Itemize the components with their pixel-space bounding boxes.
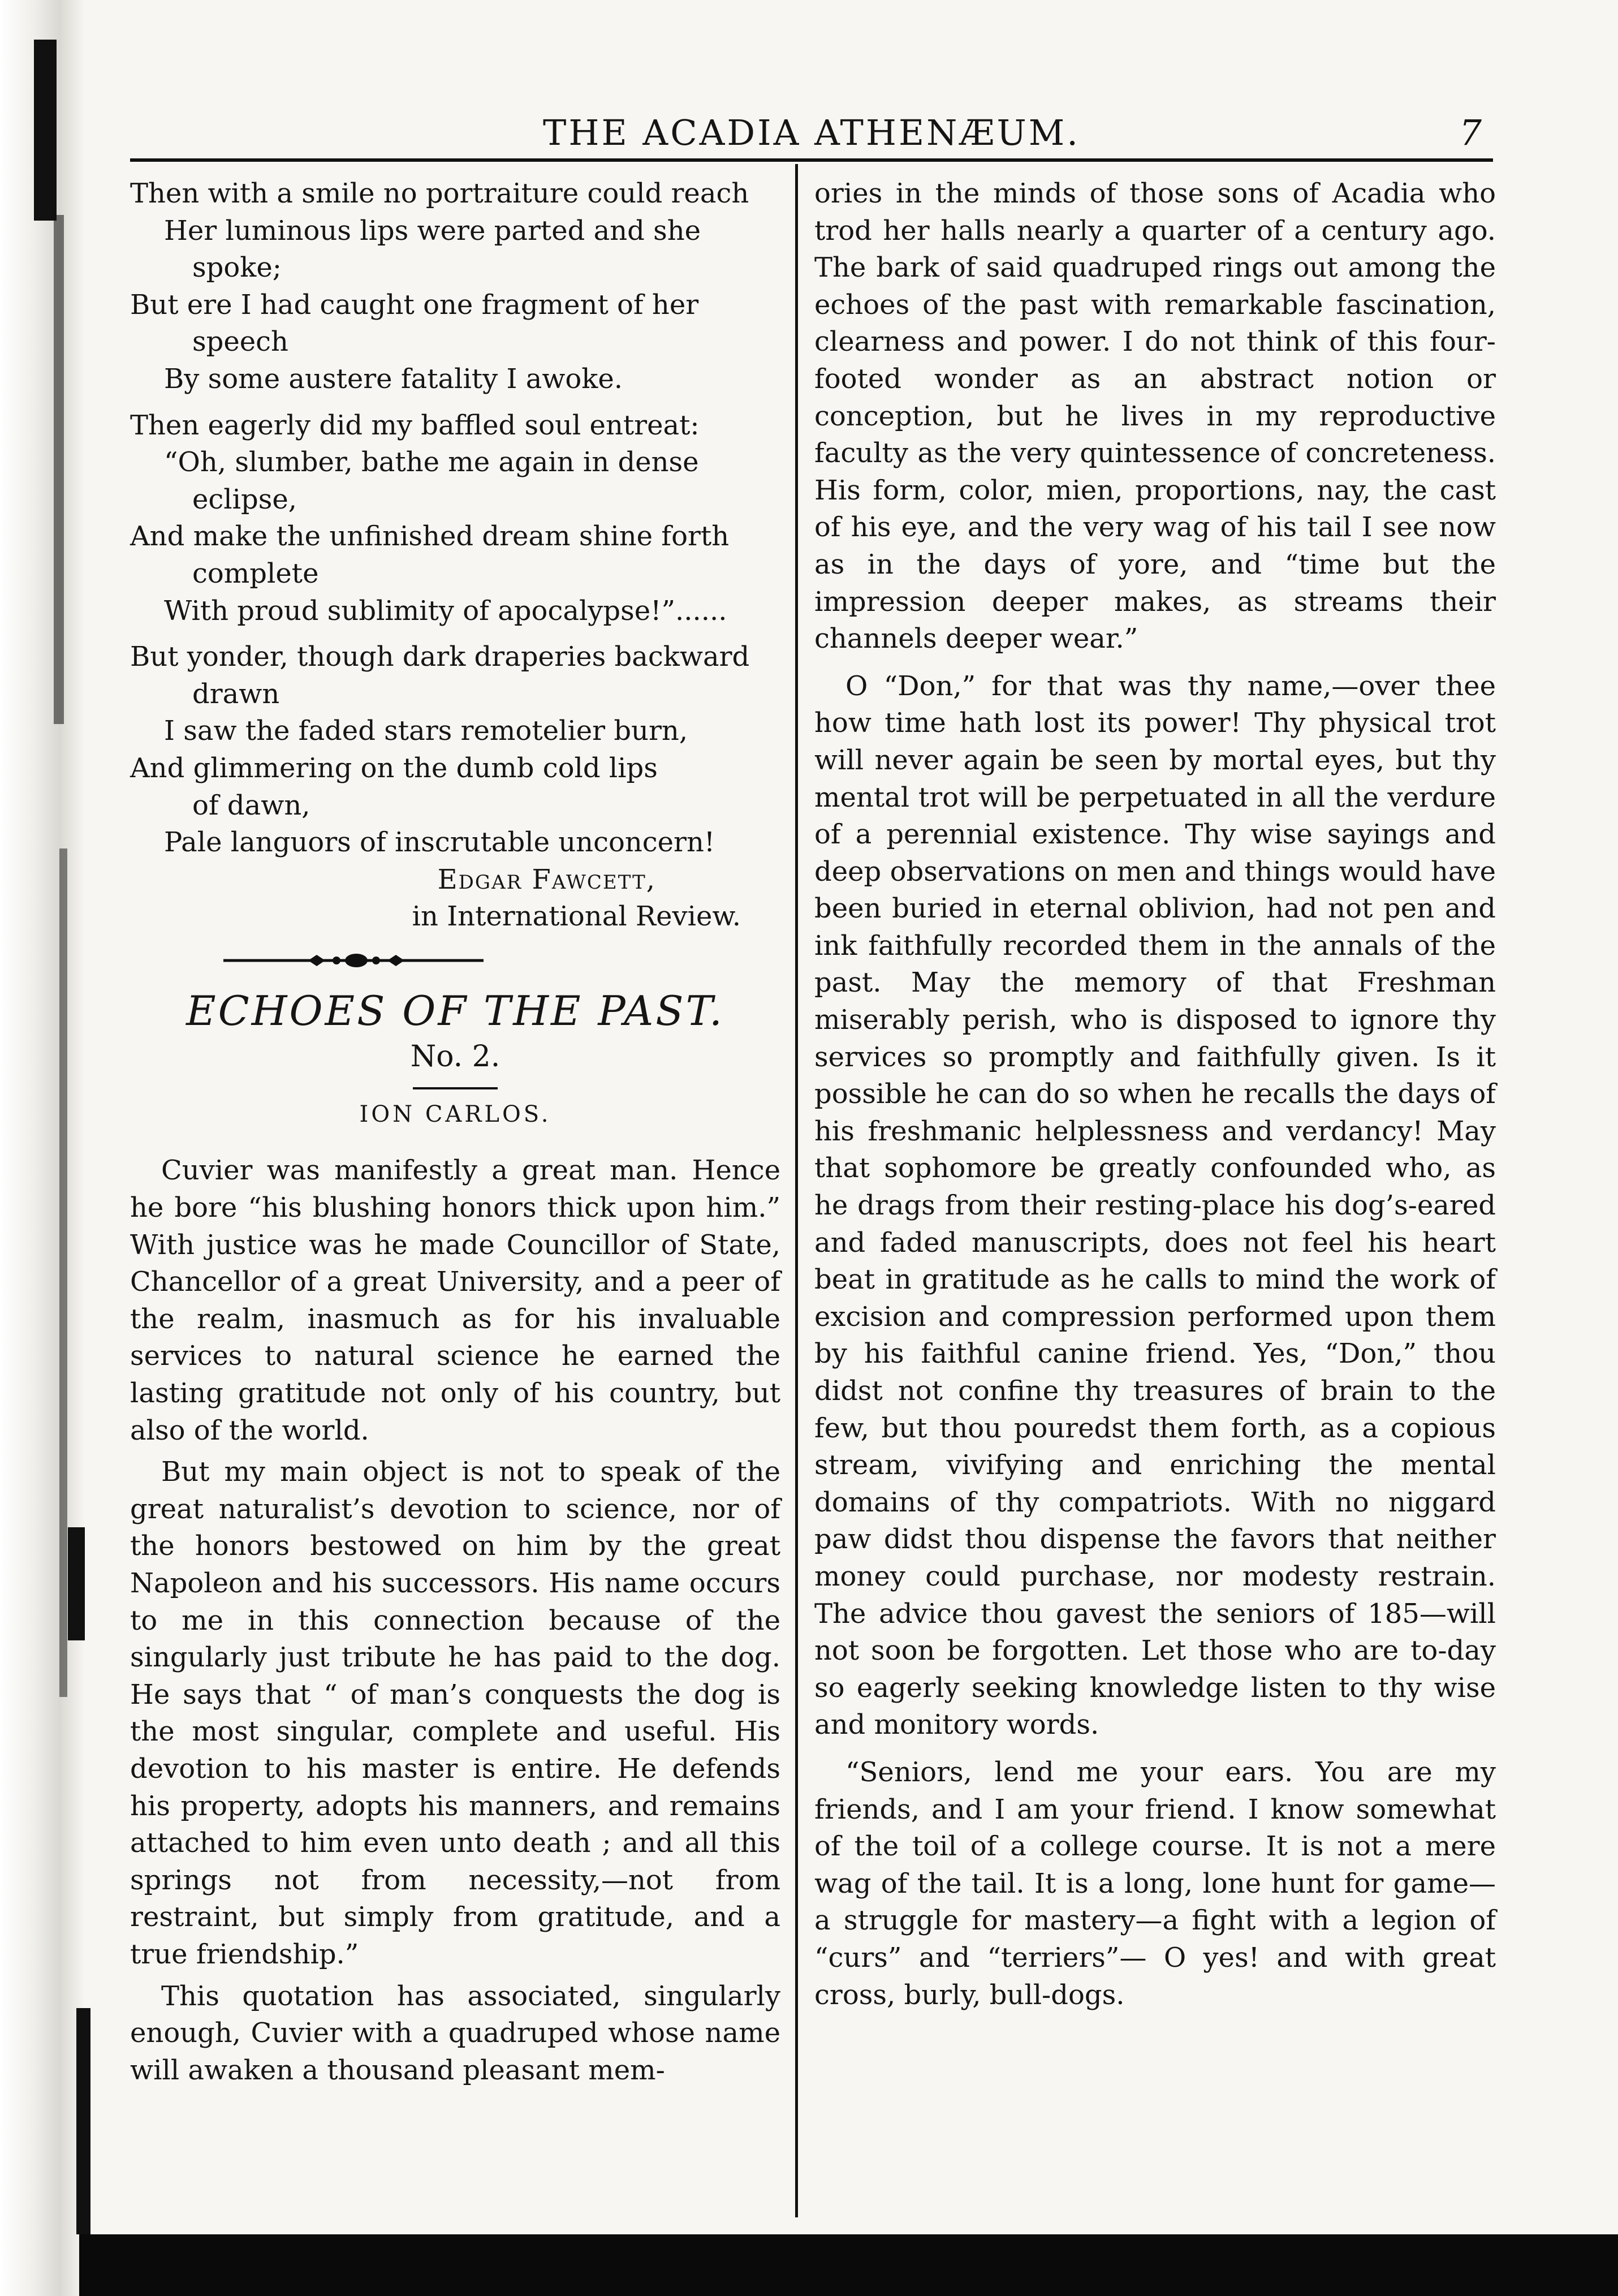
poem-line: complete: [192, 557, 319, 589]
scan-border-bottom: [79, 2234, 1618, 2296]
poem-line: drawn: [192, 678, 280, 710]
poem-source: in International Review.: [412, 901, 741, 933]
poem-line: I saw the faded stars remotelier burn,: [164, 715, 688, 747]
page-binding-shadow: [0, 0, 85, 2296]
poem-attribution: [130, 861, 780, 936]
binding-mark: [34, 40, 57, 221]
page-number: 7: [1459, 112, 1482, 153]
article-paragraph: Cuvier was manifestly a great man. Hence he bore “his blushing honors thick upon him.” With justice was he made Councillor of State, Chancellor of a great University, and a peer of the realm, inasmuch as for his invaluable services to natural science he earned the lasting gratitude not only of his country, but also of the world.: [130, 1155, 780, 1446]
page-header: [130, 107, 1493, 162]
article-paragraph: ories in the minds of those sons of Acadia who trod her halls nearly a quarter of a century ago. The bark of said quadruped rings out among the echoes of the past with remarkable fascination, clearness and power. I do not think of this four-footed wonder as an abstract notion or conception, but he lives in my reproductive faculty as the very quintessence of concreteness. His form, color, mien, proportions, nay, the cast of his eye, and the very wag of his tail I see now as in the days of yore, and “time but the impression deeper makes, as streams their channels deeper wear.”: [814, 178, 1496, 655]
poem-line: But ere I had caught one fragment of her: [130, 288, 699, 321]
poem-line: spoke;: [192, 252, 282, 284]
article-byline: ION CARLOS.: [359, 1101, 551, 1127]
poem-line: With proud sublimity of apocalypse!”......: [164, 595, 727, 627]
poem-line: Pale languors of inscrutable unconcern!: [164, 826, 715, 859]
article-paragraph: This quotation has associated, singularly enough, Cuvier with a quadruped whose name will awaken a thousand pleasant mem-: [130, 1980, 780, 2086]
poem-line: of dawn,: [192, 789, 310, 821]
binding-mark: [76, 2008, 90, 2234]
binding-mark: [59, 848, 67, 1697]
right-column: [814, 175, 1496, 2014]
left-column: [130, 175, 780, 2089]
poem-author: Edgar Fawcett,: [437, 863, 656, 895]
binding-mark: [54, 215, 64, 724]
article-paragraph: “Seniors, lend me your ears. You are my friends, and I am your friend. I know somewhat of the toil of a college course. It is not a mere wag of the tail. It is a long, lone hunt for game—a struggle for mastery—a fight with a legion of “curs” and “terriers”— O yes! and with great cross, burly, bull-dogs.: [814, 1756, 1496, 2011]
article-paragraph: But my main object is not to speak of the great naturalist’s devotion to science, nor of the honors bestowed on him by the great Napoleon and his successors. His name occurs to me in this connection because of the singularly just tribute he has paid to the dog. He says that “ of man’s conquests the dog is the most singular, complete and useful. His devotion to his master is entire. He defends his property, adopts his manners, and remains attached to him even unto death ; and all this springs not from necessity,—not from restraint, but simply from gratitude, and a true friendship.”: [130, 1456, 780, 1970]
binding-mark: [68, 1527, 85, 1640]
poem: [130, 175, 780, 936]
short-rule: [413, 1087, 498, 1089]
ornamental-divider: [130, 944, 780, 983]
poem-line: And make the unfinished dream shine forth: [130, 520, 730, 553]
article-paragraph: O “Don,” for that was thy name,—over thee how time hath lost its power! Thy physical trot will never again be seen by mortal eyes, but thy mental trot will be perpetuated in all the verdure of a perennial existence. Thy wise sayings and deep observations on men and things would have been buried in eternal oblivion, had not pen and ink faithfully recorded them in the annals of the past. May the memory of that Freshman miserably perish, who is disposed to ignore thy services so promptly and faithfully given. Is it possible he can do so when he recalls the days of his freshmanic helplessness and verdancy! May that sophomore be greatly confounded who, as he drags from their resting-place his dog’s-eared and faded manuscripts, does not feel his heart beat in gratitude as he calls to mind the work of excision and compression performed upon them by his faithful canine friend. Yes, “Don,” thou didst not confine thy treasures of brain to the few, but thou pouredst them forth, as a copious stream, vivifying and enriching the mental domains of thy compatriots. With no niggard paw didst thou dispense the favors that neither money could purchase, nor modesty restrain. The advice thou gavest the seniors of 185—will not soon be forgotten. Let those who are to-day so eagerly seeking knowledge listen to thy wise and monitory words.: [814, 670, 1496, 1741]
poem-line: eclipse,: [192, 483, 297, 515]
article-number: No. 2.: [410, 1039, 500, 1074]
running-title: THE ACADIA ATHENÆUM.: [543, 112, 1080, 153]
article-title: ECHOES OF THE PAST.: [186, 987, 724, 1035]
poem-line: By some austere fatality I awoke.: [164, 363, 623, 395]
poem-line: “Oh, slumber, bathe me again in dense: [164, 446, 699, 479]
poem-line: And glimmering on the dumb cold lips: [130, 752, 658, 784]
column-divider: [795, 164, 798, 2217]
poem-line: Then with a smile no portraiture could reach: [130, 178, 749, 209]
poem-line: But yonder, though dark draperies backward: [130, 641, 750, 673]
poem-line: Then eagerly did my baffled soul entreat:: [130, 409, 700, 441]
poem-line: Her luminous lips were parted and she: [164, 214, 701, 247]
poem-line: speech: [192, 326, 288, 358]
